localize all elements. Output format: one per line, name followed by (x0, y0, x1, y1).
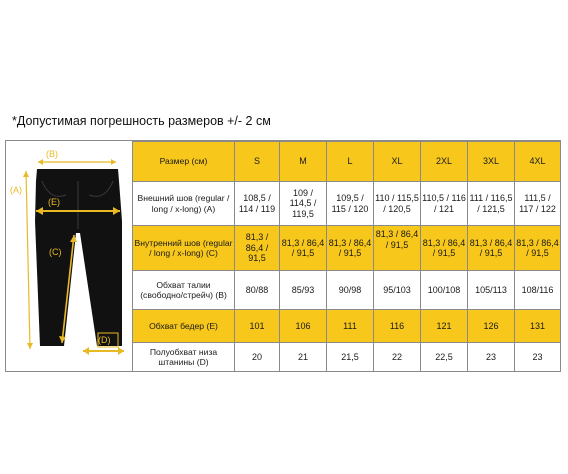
diagram-label-b: (B) (46, 149, 58, 159)
table-cell: 121 (421, 310, 468, 343)
table-cell: 90/98 (327, 271, 374, 310)
header-row (133, 142, 561, 182)
row-label: Внутренний шов (regular / long / x-long) (C) (133, 226, 235, 271)
table-row (133, 182, 561, 226)
table-cell: 22 (374, 343, 421, 372)
diagram-label-c: (C) (49, 247, 62, 257)
size-header: 3XL (468, 142, 515, 182)
table-cell: 81,3 / 86,4 / 91,5 (374, 226, 421, 271)
table-cell: 106 (280, 310, 327, 343)
table-cell: 95/103 (374, 271, 421, 310)
table-cell: 81,3 / 86,4 / 91,5 (515, 226, 561, 271)
row-label: Обхват бедер (E) (133, 310, 235, 343)
table-cell: 20 (235, 343, 280, 372)
table-cell: 85/93 (280, 271, 327, 310)
size-table (132, 141, 561, 372)
table-cell: 81,3 / 86,4 / 91,5 (235, 226, 280, 271)
size-header: M (280, 142, 327, 182)
table-row (133, 226, 561, 271)
size-header: L (327, 142, 374, 182)
table-cell: 116 (374, 310, 421, 343)
table-cell: 109 / 114,5 / 119,5 (280, 182, 327, 226)
table-cell: 81,3 / 86,4 / 91,5 (280, 226, 327, 271)
table-row (133, 310, 561, 343)
diagram-label-e: (E) (48, 197, 60, 207)
table-cell: 81,3 / 86,4 / 91,5 (421, 226, 468, 271)
table-cell: 80/88 (235, 271, 280, 310)
table-cell: 108,5 / 114 / 119 (235, 182, 280, 226)
table-cell: 131 (515, 310, 561, 343)
table-cell: 23 (515, 343, 561, 372)
table-cell: 81,3 / 86,4 / 91,5 (327, 226, 374, 271)
table-cell: 100/108 (421, 271, 468, 310)
table-cell: 108/116 (515, 271, 561, 310)
table-cell: 22,5 (421, 343, 468, 372)
header-label: Размер (см) (133, 142, 235, 182)
table-cell: 110 / 115,5 / 120,5 (374, 182, 421, 226)
table-cell: 105/113 (468, 271, 515, 310)
row-label: Полуобхват низа штанины (D) (133, 343, 235, 372)
size-header: 2XL (421, 142, 468, 182)
size-header: XL (374, 142, 421, 182)
row-label: Обхват талии (свободно/стрейч) (B) (133, 271, 235, 310)
table-cell: 101 (235, 310, 280, 343)
outseam-arrow (26, 171, 30, 349)
table-cell: 126 (468, 310, 515, 343)
diagram-label-d: (D) (98, 335, 111, 345)
diagram-label-a: (A) (10, 185, 22, 195)
row-label: Внешний шов (regular / long / x-long) (A) (133, 182, 235, 226)
table-cell: 23 (468, 343, 515, 372)
table-row (133, 343, 561, 372)
pants-waistband (36, 169, 119, 181)
size-chart (5, 140, 561, 372)
table-cell: 110,5 / 116 / 121 (421, 182, 468, 226)
table-row (133, 271, 561, 310)
pants-diagram (6, 141, 132, 371)
table-cell: 81,3 / 86,4 / 91,5 (468, 226, 515, 271)
size-header: 4XL (515, 142, 561, 182)
size-header: S (235, 142, 280, 182)
table-cell: 21 (280, 343, 327, 372)
table-cell: 109,5 / 115 / 120 (327, 182, 374, 226)
tolerance-note: *Допустимая погрешность размеров +/- 2 см (12, 114, 271, 128)
table-cell: 111 (327, 310, 374, 343)
table-cell: 21,5 (327, 343, 374, 372)
table-cell: 111 / 116,5 / 121,5 (468, 182, 515, 226)
table-cell: 111,5 / 117 / 122 (515, 182, 561, 226)
